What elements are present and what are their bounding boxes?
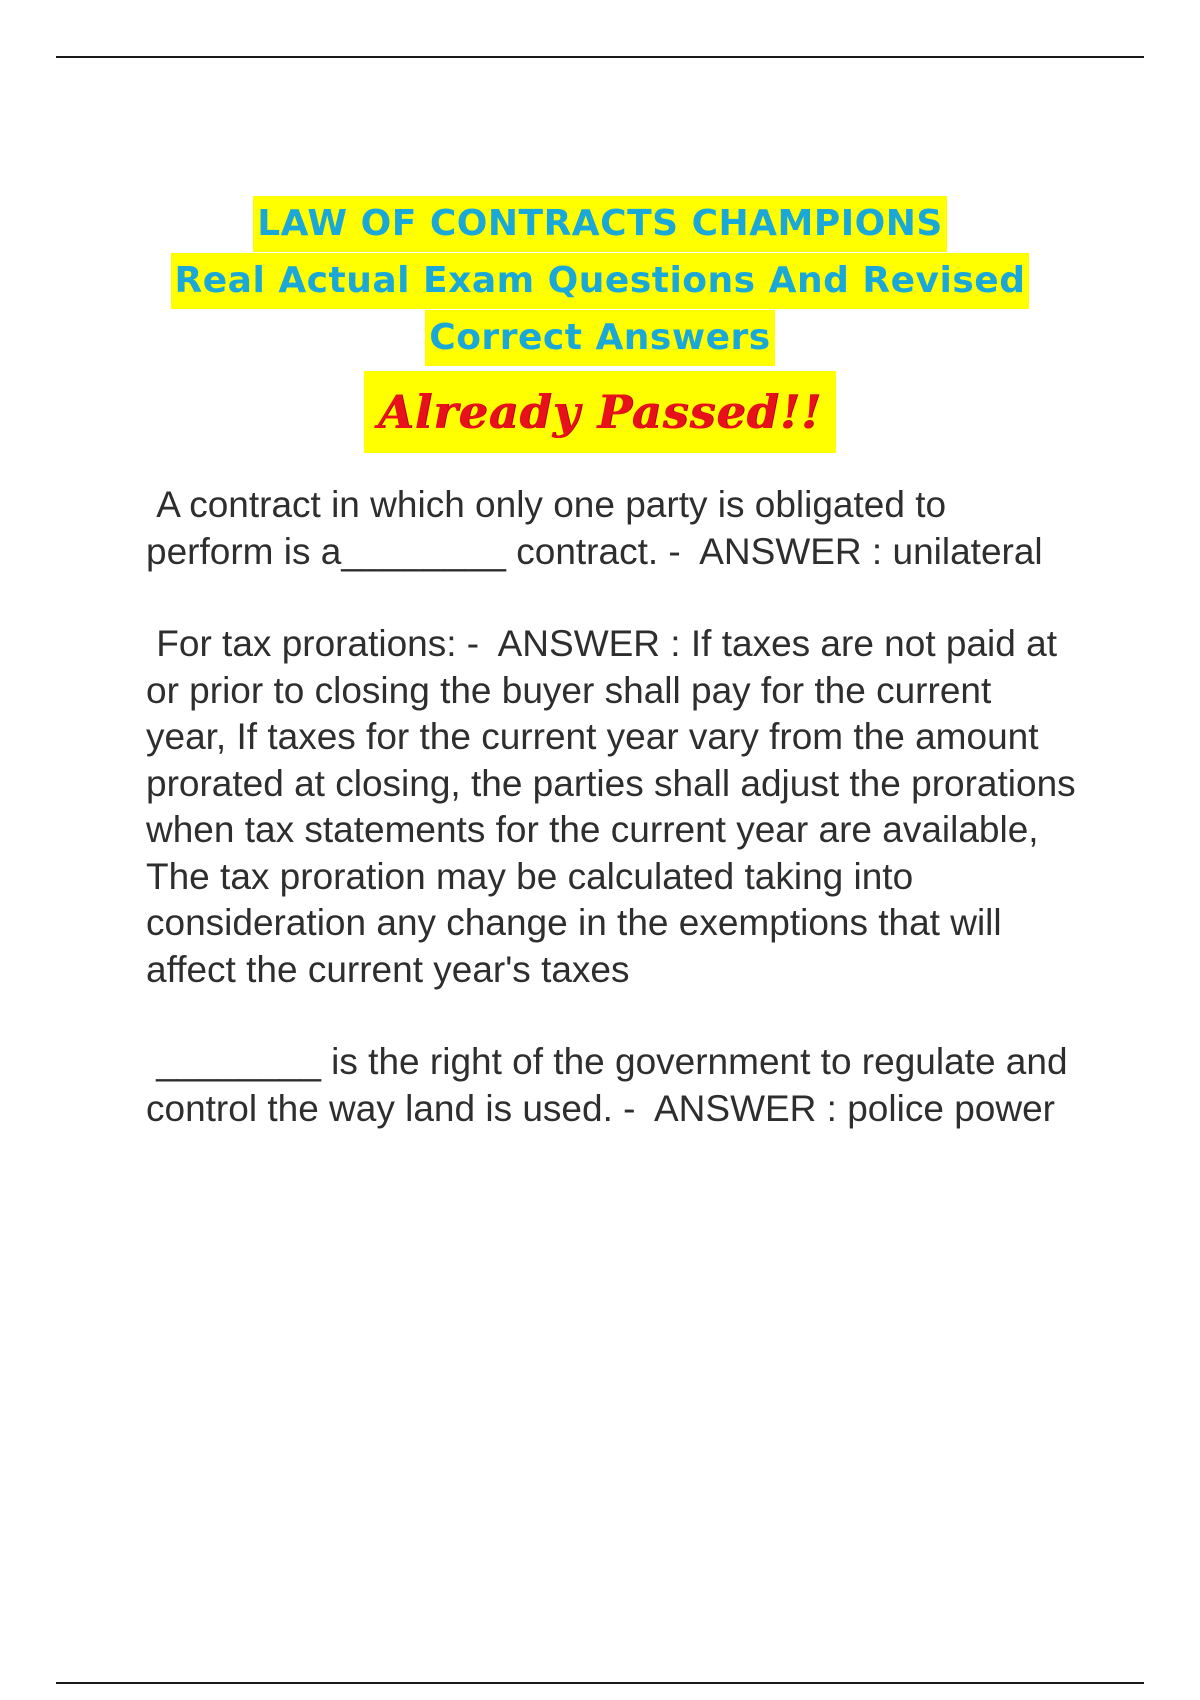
qa-list: [146, 482, 1076, 1178]
qa-item-2: [146, 621, 1076, 993]
qa-item-1: [146, 482, 1076, 575]
title-line-2: Real Actual Exam Questions And Revised: [171, 253, 1030, 309]
qa-question: A contract in which only one party is obligated to perform is a________ contract. - ANSWER :: [146, 484, 957, 572]
top-rule: [56, 56, 1144, 58]
qa-item-3: [146, 1039, 1076, 1132]
bottom-rule: [56, 1682, 1144, 1684]
title-line-1: LAW OF CONTRACTS CHAMPIONS: [253, 196, 947, 252]
document-title-block: [0, 196, 1200, 453]
qa-answer: If taxes are not paid at or prior to closing the buyer shall pay for the current year, If taxes for the current year vary from the amount prorated at closing, the parties shall adjust the prorations when tax statements for the current year are available, The tax proration may be calculated taking into consideration any change in the exemptions that will affect the current year's taxes: [146, 623, 1076, 990]
already-passed-badge: Already Passed!!: [364, 371, 836, 453]
title-line-3: Correct Answers: [425, 310, 774, 366]
qa-answer: police power: [847, 1087, 1055, 1129]
qa-question: For tax prorations: - ANSWER :: [146, 623, 681, 664]
qa-question: ________ is the right of the government to regulate and control the way land is used. - ANSWER :: [146, 1041, 1078, 1129]
qa-answer: unilateral: [892, 530, 1043, 572]
